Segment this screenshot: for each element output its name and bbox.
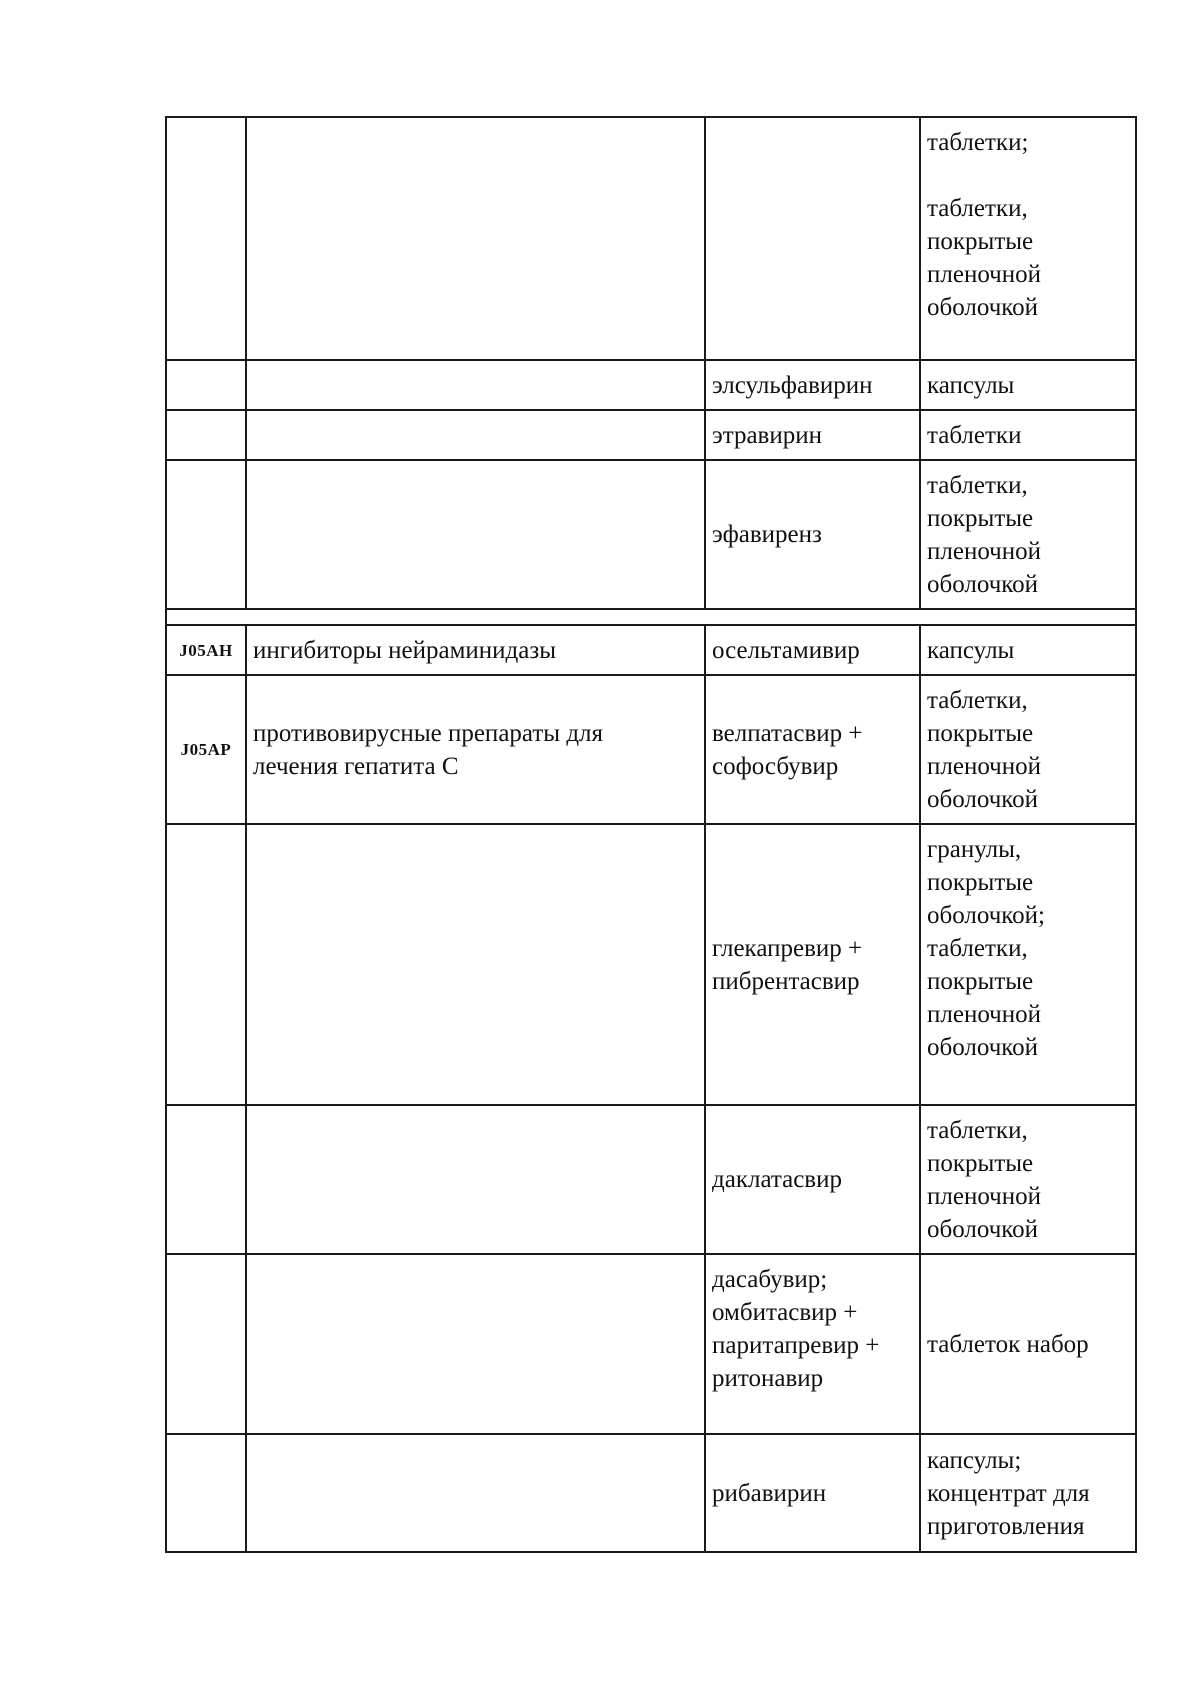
dosage-form-cell: [920, 410, 1136, 460]
dosage-form-line: покрытые: [927, 1149, 1034, 1177]
table-row: [166, 360, 1136, 410]
dosage-form-line: таблетки,: [927, 686, 1028, 714]
dosage-form-line: покрытые: [927, 968, 1034, 995]
dosage-form-line: таблетки,: [927, 935, 1028, 962]
group-name-line: противовирусные препараты для: [253, 719, 604, 747]
atc-code-cell: [166, 1105, 246, 1254]
drug-name-cell: [705, 1105, 920, 1254]
dosage-form-line: таблетки,: [927, 195, 1028, 222]
dosage-form-line: таблеток набор: [927, 1330, 1089, 1358]
table-row: [166, 410, 1136, 460]
dosage-form-cell: [920, 117, 1136, 360]
drug-name-line: ритонавир: [712, 1365, 824, 1392]
group-name-cell: [246, 117, 705, 360]
atc-code-cell: [166, 410, 246, 460]
group-name-cell: [246, 460, 705, 609]
dosage-form-line: приготовления: [927, 1512, 1085, 1540]
dosage-form-line: оболочкой: [927, 785, 1039, 813]
drug-name-line: омбитасвир +: [712, 1299, 858, 1326]
atc-code-cell: [166, 1254, 246, 1434]
dosage-form-line: капсулы;: [927, 1446, 1022, 1474]
group-name-line: лечения гепатита С: [253, 752, 459, 780]
dosage-form-line: пленочной: [927, 1001, 1042, 1028]
drug-name-line: паритапревир +: [712, 1332, 880, 1359]
spacer-cell: [166, 609, 1136, 625]
drug-name-cell: [705, 360, 920, 410]
drug-name-cell: [705, 410, 920, 460]
medication-table: [165, 116, 1137, 1553]
table-row: [166, 824, 1136, 1105]
atc-code-cell: J05AH: [166, 625, 246, 675]
drug-name-line: велпатасвир +: [712, 719, 863, 747]
drug-name-line: этравирин: [712, 421, 822, 449]
dosage-form-line: оболочкой: [927, 1215, 1039, 1243]
group-name-cell: [246, 625, 705, 675]
atc-code-cell: [166, 360, 246, 410]
dosage-form-line: гранулы,: [927, 836, 1022, 863]
dosage-form-cell: [920, 1434, 1136, 1552]
table-row: [166, 117, 1136, 360]
group-name-cell: [246, 1254, 705, 1434]
table-row: [166, 625, 1136, 675]
dosage-form-line: капсулы: [927, 371, 1015, 399]
drug-name-line: глекапревир +: [712, 934, 863, 962]
drug-name-line: дасабувир;: [712, 1266, 828, 1293]
dosage-form-cell: [920, 1105, 1136, 1254]
drug-name-cell: [705, 117, 920, 360]
drug-name-cell: [705, 824, 920, 1105]
dosage-form-line: таблетки: [927, 421, 1022, 449]
drug-name-line: осельтамивир: [712, 636, 860, 664]
dosage-form-line: оболочкой: [927, 294, 1039, 321]
drug-name-cell: [705, 625, 920, 675]
dosage-form-cell: [920, 360, 1136, 410]
dosage-form-cell: [920, 625, 1136, 675]
dosage-form-line: покрытые: [927, 869, 1034, 896]
drug-name-line: элсульфавирин: [712, 371, 873, 399]
dosage-form-line: пленочной: [927, 1182, 1042, 1210]
drug-name-line: рибавирин: [712, 1479, 827, 1507]
dosage-form-cell: [920, 675, 1136, 824]
dosage-form-line: таблетки,: [927, 471, 1028, 499]
dosage-form-cell: [920, 460, 1136, 609]
drug-name-line: пибрентасвир: [712, 967, 860, 995]
table-row: [166, 460, 1136, 609]
table-row: [166, 1434, 1136, 1552]
dosage-form-line: оболочкой: [927, 570, 1039, 598]
table-row: [166, 1254, 1136, 1434]
dosage-form-cell: [920, 824, 1136, 1105]
group-name-cell: [246, 1434, 705, 1552]
group-name-line: ингибиторы нейраминидазы: [253, 636, 557, 664]
group-name-cell: [246, 1105, 705, 1254]
dosage-form-line: покрытые: [927, 504, 1034, 532]
dosage-form-line: покрытые: [927, 228, 1034, 255]
drug-name-cell: [705, 675, 920, 824]
dosage-form-line: оболочкой;: [927, 902, 1045, 929]
dosage-form-line: пленочной: [927, 261, 1042, 288]
dosage-form-line: концентрат для: [927, 1479, 1090, 1507]
table-row: [166, 1105, 1136, 1254]
group-name-cell: [246, 360, 705, 410]
drug-name-line: эфавиренз: [712, 521, 822, 548]
spacer-row: [166, 609, 1136, 625]
group-name-cell: [246, 824, 705, 1105]
dosage-form-line: таблетки,: [927, 1116, 1028, 1144]
drug-name-line: даклатасвир: [712, 1166, 842, 1193]
atc-code-cell: [166, 460, 246, 609]
dosage-form-line: капсулы: [927, 636, 1015, 664]
dosage-form-cell: [920, 1254, 1136, 1434]
drug-name-cell: [705, 1434, 920, 1552]
dosage-form-line: оболочкой: [927, 1034, 1039, 1061]
atc-code-cell: [166, 117, 246, 360]
atc-code-cell: [166, 824, 246, 1105]
drug-name-line: софосбувир: [712, 752, 839, 780]
dosage-form-line: пленочной: [927, 537, 1042, 565]
group-name-cell: [246, 675, 705, 824]
dosage-form-line: пленочной: [927, 752, 1042, 780]
drug-name-cell: [705, 460, 920, 609]
dosage-form-line: покрытые: [927, 719, 1034, 747]
dosage-form-line: таблетки;: [927, 129, 1029, 156]
atc-code-cell: J05AP: [166, 675, 246, 824]
table-row: [166, 675, 1136, 824]
drug-name-cell: [705, 1254, 920, 1434]
atc-code-cell: [166, 1434, 246, 1552]
group-name-cell: [246, 410, 705, 460]
